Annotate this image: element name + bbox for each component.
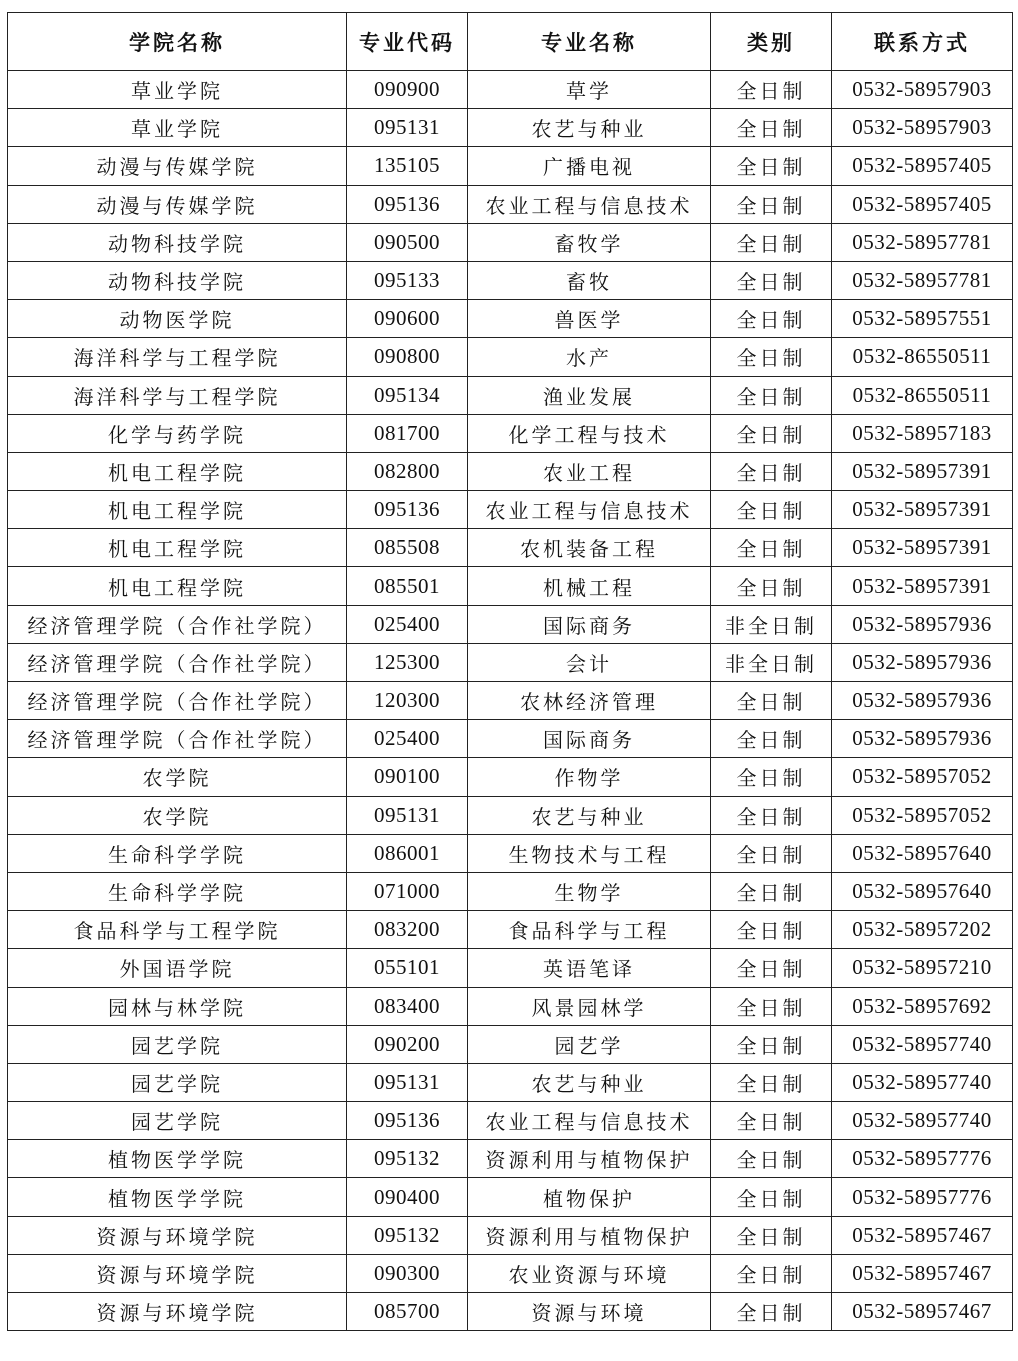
major-name-cell: 农机装备工程 — [468, 529, 711, 567]
type-cell: 非全日制 — [711, 605, 832, 643]
type-cell: 全日制 — [711, 261, 832, 299]
type-cell: 全日制 — [711, 796, 832, 834]
college-cell: 动物医学院 — [8, 300, 347, 338]
type-cell: 全日制 — [711, 300, 832, 338]
major-code-cell: 095132 — [347, 1216, 468, 1254]
table-row — [8, 414, 1013, 452]
college-cell: 动物科技学院 — [8, 223, 347, 261]
major-name-cell: 农林经济管理 — [468, 682, 711, 720]
table-row — [8, 911, 1013, 949]
major-code-cell: 095131 — [347, 796, 468, 834]
contact-phone-cell: 0532-58957903 — [832, 109, 1013, 147]
major-name-cell: 机械工程 — [468, 567, 711, 605]
major-code-cell: 090400 — [347, 1178, 468, 1216]
table-row — [8, 796, 1013, 834]
major-name-cell: 资源与环境 — [468, 1293, 711, 1331]
major-name-cell: 会计 — [468, 643, 711, 681]
major-code-cell: 095133 — [347, 261, 468, 299]
college-cell: 生命科学学院 — [8, 834, 347, 872]
college-cell: 经济管理学院（合作社学院） — [8, 720, 347, 758]
college-cell: 动物科技学院 — [8, 261, 347, 299]
major-code-cell: 095136 — [347, 1102, 468, 1140]
contact-phone-cell: 0532-58957202 — [832, 911, 1013, 949]
type-cell: 全日制 — [711, 1178, 832, 1216]
major-name-cell: 资源利用与植物保护 — [468, 1216, 711, 1254]
major-code-cell: 086001 — [347, 834, 468, 872]
major-code-cell: 135105 — [347, 147, 468, 185]
table-row — [8, 452, 1013, 490]
major-code-cell: 081700 — [347, 414, 468, 452]
contact-phone-cell: 0532-58957776 — [832, 1140, 1013, 1178]
header-contact: 联系方式 — [832, 13, 1013, 71]
contact-phone-cell: 0532-58957391 — [832, 529, 1013, 567]
college-cell: 园艺学院 — [8, 1102, 347, 1140]
header-major-code: 专业代码 — [347, 13, 468, 71]
college-cell: 农学院 — [8, 796, 347, 834]
table-row — [8, 185, 1013, 223]
major-name-cell: 畜牧 — [468, 261, 711, 299]
major-name-cell: 农业工程与信息技术 — [468, 491, 711, 529]
table-row — [8, 758, 1013, 796]
major-name-cell: 生物技术与工程 — [468, 834, 711, 872]
contact-phone-cell: 0532-58957640 — [832, 872, 1013, 910]
major-name-cell: 水产 — [468, 338, 711, 376]
college-cell: 海洋科学与工程学院 — [8, 338, 347, 376]
table-row — [8, 109, 1013, 147]
college-cell: 草业学院 — [8, 109, 347, 147]
table-row — [8, 567, 1013, 605]
college-cell: 经济管理学院（合作社学院） — [8, 605, 347, 643]
contact-phone-cell: 0532-58957640 — [832, 834, 1013, 872]
college-cell: 海洋科学与工程学院 — [8, 376, 347, 414]
major-name-cell: 食品科学与工程 — [468, 911, 711, 949]
major-code-cell: 083200 — [347, 911, 468, 949]
contact-phone-cell: 0532-58957467 — [832, 1254, 1013, 1292]
type-cell: 全日制 — [711, 147, 832, 185]
type-cell: 全日制 — [711, 1025, 832, 1063]
contact-phone-cell: 0532-58957936 — [832, 720, 1013, 758]
major-name-cell: 植物保护 — [468, 1178, 711, 1216]
table-row — [8, 720, 1013, 758]
type-cell: 全日制 — [711, 720, 832, 758]
major-name-cell: 英语笔译 — [468, 949, 711, 987]
major-code-cell: 055101 — [347, 949, 468, 987]
major-code-cell: 095136 — [347, 185, 468, 223]
major-name-cell: 化学工程与技术 — [468, 414, 711, 452]
type-cell: 全日制 — [711, 223, 832, 261]
type-cell: 全日制 — [711, 834, 832, 872]
major-code-cell: 095131 — [347, 109, 468, 147]
contact-phone-cell: 0532-58957391 — [832, 491, 1013, 529]
contact-phone-cell: 0532-58957052 — [832, 796, 1013, 834]
college-cell: 动漫与传媒学院 — [8, 147, 347, 185]
major-code-cell: 085508 — [347, 529, 468, 567]
contact-phone-cell: 0532-58957936 — [832, 643, 1013, 681]
type-cell: 非全日制 — [711, 643, 832, 681]
major-name-cell: 广播电视 — [468, 147, 711, 185]
college-cell: 资源与环境学院 — [8, 1254, 347, 1292]
table-row — [8, 605, 1013, 643]
type-cell: 全日制 — [711, 1140, 832, 1178]
contact-phone-cell: 0532-58957936 — [832, 682, 1013, 720]
major-name-cell: 园艺学 — [468, 1025, 711, 1063]
table-row — [8, 643, 1013, 681]
table-header — [8, 13, 1013, 71]
table-row — [8, 872, 1013, 910]
college-cell: 机电工程学院 — [8, 529, 347, 567]
contact-phone-cell: 0532-58957210 — [832, 949, 1013, 987]
college-cell: 生命科学学院 — [8, 872, 347, 910]
type-cell: 全日制 — [711, 911, 832, 949]
college-cell: 外国语学院 — [8, 949, 347, 987]
type-cell: 全日制 — [711, 109, 832, 147]
table-row — [8, 491, 1013, 529]
contact-phone-cell: 0532-58957740 — [832, 1102, 1013, 1140]
major-name-cell: 农艺与种业 — [468, 796, 711, 834]
college-cell: 机电工程学院 — [8, 567, 347, 605]
major-name-cell: 农业工程与信息技术 — [468, 1102, 711, 1140]
major-code-cell: 090800 — [347, 338, 468, 376]
major-name-cell: 渔业发展 — [468, 376, 711, 414]
table-row — [8, 1178, 1013, 1216]
type-cell: 全日制 — [711, 338, 832, 376]
header-college: 学院名称 — [8, 13, 347, 71]
college-cell: 资源与环境学院 — [8, 1216, 347, 1254]
major-code-cell: 095134 — [347, 376, 468, 414]
college-cell: 机电工程学院 — [8, 491, 347, 529]
major-code-cell: 083400 — [347, 987, 468, 1025]
table-row — [8, 834, 1013, 872]
major-name-cell: 生物学 — [468, 872, 711, 910]
table-row — [8, 147, 1013, 185]
contact-phone-cell: 0532-58957405 — [832, 147, 1013, 185]
contact-phone-cell: 0532-58957052 — [832, 758, 1013, 796]
table-row — [8, 1063, 1013, 1101]
type-cell: 全日制 — [711, 1102, 832, 1140]
college-cell: 动漫与传媒学院 — [8, 185, 347, 223]
type-cell: 全日制 — [711, 1063, 832, 1101]
major-name-cell: 资源利用与植物保护 — [468, 1140, 711, 1178]
type-cell: 全日制 — [711, 1216, 832, 1254]
major-code-cell: 090500 — [347, 223, 468, 261]
table-row — [8, 529, 1013, 567]
college-cell: 草业学院 — [8, 71, 347, 109]
college-cell: 农学院 — [8, 758, 347, 796]
table-row — [8, 682, 1013, 720]
table-row — [8, 1102, 1013, 1140]
major-code-cell: 090200 — [347, 1025, 468, 1063]
contact-phone-cell: 0532-58957740 — [832, 1025, 1013, 1063]
table-row — [8, 300, 1013, 338]
college-cell: 园艺学院 — [8, 1025, 347, 1063]
major-name-cell: 农艺与种业 — [468, 1063, 711, 1101]
type-cell: 全日制 — [711, 567, 832, 605]
type-cell: 全日制 — [711, 1254, 832, 1292]
major-name-cell: 兽医学 — [468, 300, 711, 338]
contact-phone-cell: 0532-58957467 — [832, 1293, 1013, 1331]
table-row — [8, 338, 1013, 376]
major-name-cell: 农艺与种业 — [468, 109, 711, 147]
table-row — [8, 1140, 1013, 1178]
major-code-cell: 095131 — [347, 1063, 468, 1101]
majors-table — [7, 12, 1013, 1331]
major-name-cell: 草学 — [468, 71, 711, 109]
college-cell: 经济管理学院（合作社学院） — [8, 682, 347, 720]
major-code-cell: 090600 — [347, 300, 468, 338]
type-cell: 全日制 — [711, 529, 832, 567]
table-body — [8, 71, 1013, 1331]
contact-phone-cell: 0532-86550511 — [832, 338, 1013, 376]
major-code-cell: 085700 — [347, 1293, 468, 1331]
table-row — [8, 376, 1013, 414]
major-name-cell: 国际商务 — [468, 605, 711, 643]
type-cell: 全日制 — [711, 452, 832, 490]
contact-phone-cell: 0532-58957781 — [832, 261, 1013, 299]
contact-phone-cell: 0532-58957776 — [832, 1178, 1013, 1216]
major-name-cell: 农业工程与信息技术 — [468, 185, 711, 223]
college-cell: 植物医学学院 — [8, 1178, 347, 1216]
major-name-cell: 风景园林学 — [468, 987, 711, 1025]
table-row — [8, 1025, 1013, 1063]
contact-phone-cell: 0532-58957467 — [832, 1216, 1013, 1254]
major-name-cell: 国际商务 — [468, 720, 711, 758]
major-code-cell: 071000 — [347, 872, 468, 910]
college-cell: 经济管理学院（合作社学院） — [8, 643, 347, 681]
header-type: 类别 — [711, 13, 832, 71]
type-cell: 全日制 — [711, 949, 832, 987]
college-cell: 化学与药学院 — [8, 414, 347, 452]
type-cell: 全日制 — [711, 376, 832, 414]
table-row — [8, 261, 1013, 299]
college-cell: 园艺学院 — [8, 1063, 347, 1101]
type-cell: 全日制 — [711, 71, 832, 109]
major-code-cell: 125300 — [347, 643, 468, 681]
table-row — [8, 1254, 1013, 1292]
type-cell: 全日制 — [711, 1293, 832, 1331]
type-cell: 全日制 — [711, 987, 832, 1025]
college-cell: 资源与环境学院 — [8, 1293, 347, 1331]
contact-phone-cell: 0532-58957391 — [832, 567, 1013, 605]
major-name-cell: 农业资源与环境 — [468, 1254, 711, 1292]
major-code-cell: 095132 — [347, 1140, 468, 1178]
table-row — [8, 1216, 1013, 1254]
type-cell: 全日制 — [711, 491, 832, 529]
college-cell: 食品科学与工程学院 — [8, 911, 347, 949]
table-row — [8, 1293, 1013, 1331]
contact-phone-cell: 0532-58957692 — [832, 987, 1013, 1025]
major-name-cell: 作物学 — [468, 758, 711, 796]
table-row — [8, 987, 1013, 1025]
college-cell: 机电工程学院 — [8, 452, 347, 490]
contact-phone-cell: 0532-58957405 — [832, 185, 1013, 223]
major-code-cell: 025400 — [347, 605, 468, 643]
table-row — [8, 949, 1013, 987]
major-code-cell: 090300 — [347, 1254, 468, 1292]
major-code-cell: 025400 — [347, 720, 468, 758]
header-row — [8, 13, 1013, 71]
contact-phone-cell: 0532-58957903 — [832, 71, 1013, 109]
major-code-cell: 090900 — [347, 71, 468, 109]
major-name-cell: 畜牧学 — [468, 223, 711, 261]
header-major-name: 专业名称 — [468, 13, 711, 71]
major-code-cell: 085501 — [347, 567, 468, 605]
college-cell: 园林与林学院 — [8, 987, 347, 1025]
college-cell: 植物医学学院 — [8, 1140, 347, 1178]
type-cell: 全日制 — [711, 414, 832, 452]
type-cell: 全日制 — [711, 872, 832, 910]
type-cell: 全日制 — [711, 185, 832, 223]
contact-phone-cell: 0532-58957781 — [832, 223, 1013, 261]
contact-phone-cell: 0532-58957936 — [832, 605, 1013, 643]
contact-phone-cell: 0532-58957391 — [832, 452, 1013, 490]
major-code-cell: 082800 — [347, 452, 468, 490]
contact-phone-cell: 0532-58957740 — [832, 1063, 1013, 1101]
major-code-cell: 095136 — [347, 491, 468, 529]
major-name-cell: 农业工程 — [468, 452, 711, 490]
contact-phone-cell: 0532-58957183 — [832, 414, 1013, 452]
contact-phone-cell: 0532-58957551 — [832, 300, 1013, 338]
contact-phone-cell: 0532-86550511 — [832, 376, 1013, 414]
type-cell: 全日制 — [711, 682, 832, 720]
major-code-cell: 090100 — [347, 758, 468, 796]
type-cell: 全日制 — [711, 758, 832, 796]
major-code-cell: 120300 — [347, 682, 468, 720]
table-row — [8, 71, 1013, 109]
table-row — [8, 223, 1013, 261]
